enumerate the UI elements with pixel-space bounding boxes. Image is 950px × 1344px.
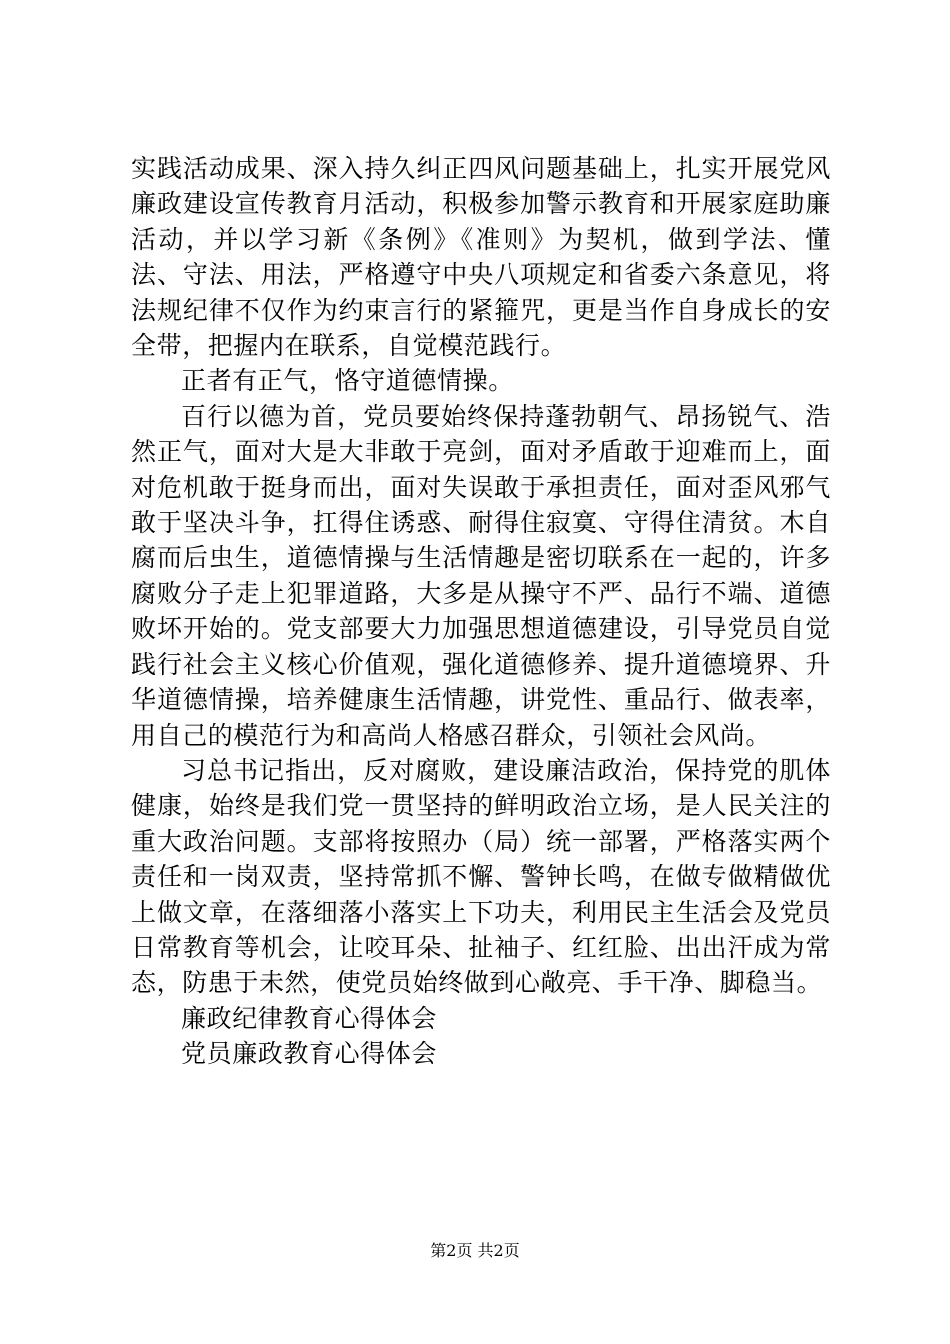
page-footer: 第2页 共2页 (430, 1241, 520, 1260)
related-title-2: 党员廉政教育心得体会 (181, 1039, 438, 1069)
related-title-1: 廉政纪律教育心得体会 (181, 1003, 438, 1033)
document-body (131, 151, 831, 1072)
paragraph-3: 百行以德为首，党员要始终保持蓬勃朝气、昂扬锐气、浩然正气，面对大是大非敢于亮剑，面对矛盾敢于迎难而上，面对危机敢于挺身而出，面对失误敢于承担责任，面对歪风邪气敢于坚决斗争，扛得住诱惑、耐得住寂寞、守得住清贫。木自腐而后虫生，道德情操与生活情趣是密切联系在一起的，许多腐败分子走上犯罪道路，大多是从操守不严、品行不端、道德败坏开始的。党支部要大力加强思想道德建设，引导党员自觉践行社会主义核心价值观，强化道德修养、提升道德境界、升华道德情操，培养健康生活情趣，讲党性、重品行、做表率，用自己的模范行为和高尚人格感召群众，引领社会风尚。 (131, 401, 831, 750)
paragraph-4: 习总书记指出，反对腐败，建设廉洁政治，保持党的肌体健康，始终是我们党一贯坚持的鲜明政治立场，是人民关注的重大政治问题。支部将按照办（局）统一部署，严格落实两个责任和一岗双责，坚持常抓不懈、警钟长鸣，在做专做精做优上做文章，在落细落小落实上下功夫，利用民主生活会及党员日常教育等机会，让咬耳朵、扯袖子、红红脸、出出汗成为常态，防患于未然，使党员始终做到心敞亮、手干净、脚稳当。 (131, 755, 831, 998)
paragraph-2-heading: 正者有正气，恪守道德情操。 (181, 366, 514, 396)
paragraph-1: 实践活动成果、深入持久纠正四风问题基础上，扎实开展党风廉政建设宣传教育月活动，积极参加警示教育和开展家庭助廉活动，并以学习新《条例》《准则》为契机，做到学法、懂法、守法、用法，严格遵守中央八项规定和省委六条意见，将法规纪律不仅作为约束言行的紧箍咒，更是当作自身成长的安全带，把握内在联系，自觉模范践行。 (131, 154, 831, 361)
